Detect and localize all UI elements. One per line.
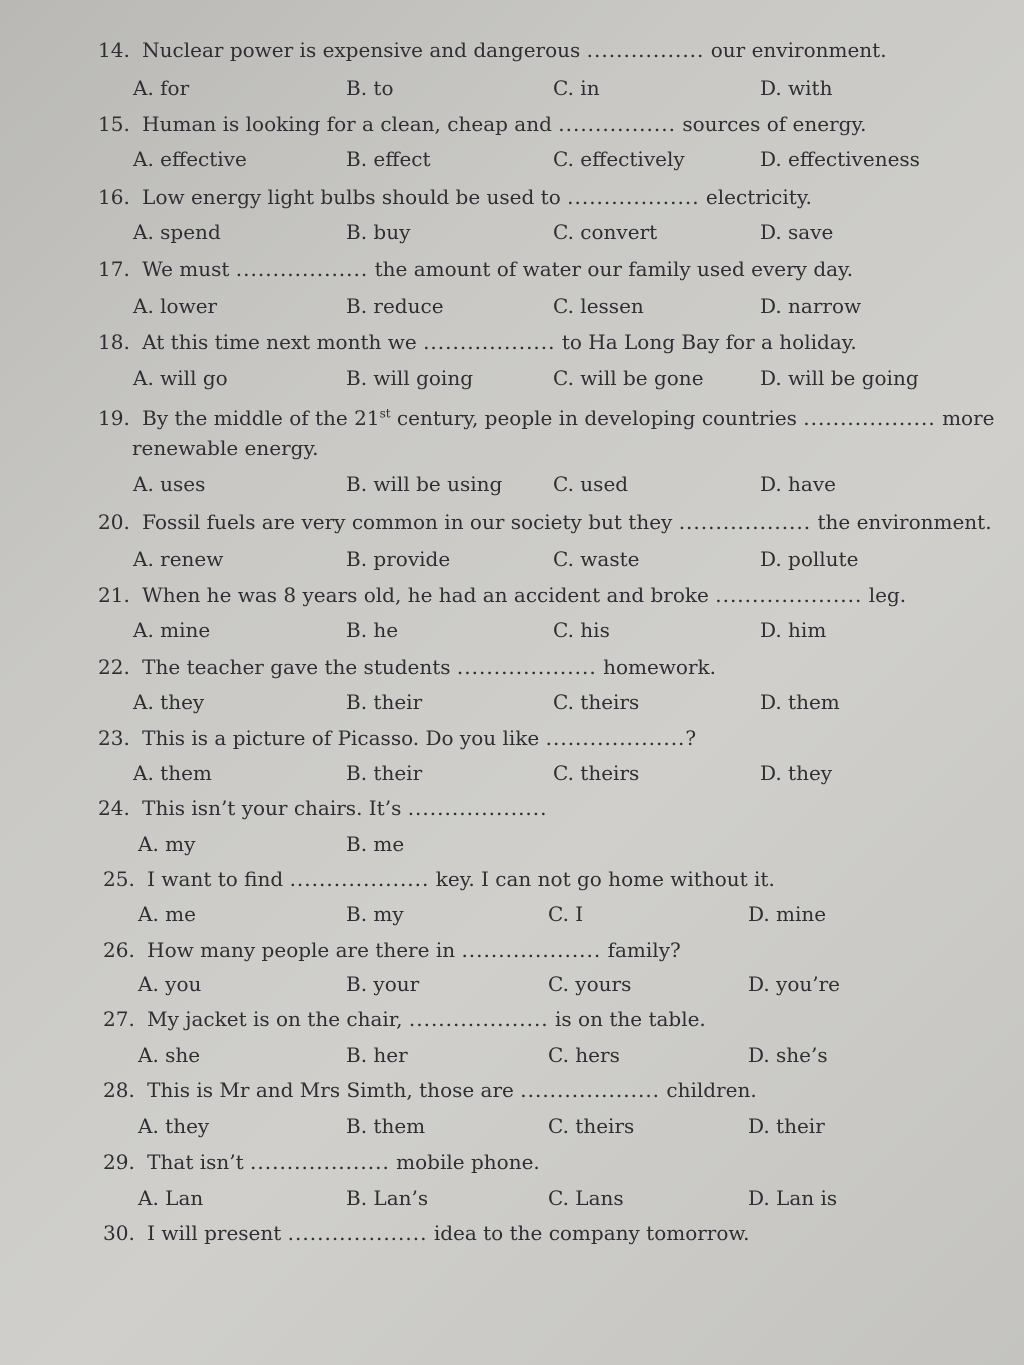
- question-text-after: is on the table.: [555, 1007, 706, 1031]
- question-23: [98, 724, 978, 752]
- options-29: [0, 1184, 1024, 1212]
- option-c: C. yours: [548, 972, 632, 996]
- option-c: C. used: [553, 472, 629, 496]
- question-17: [98, 255, 978, 283]
- option-a: A. they: [138, 1114, 210, 1138]
- question-30: [103, 1219, 983, 1247]
- option-b: B. them: [346, 1114, 426, 1138]
- option-c: C. Lans: [548, 1186, 624, 1210]
- answer-blank: ...................: [456, 655, 597, 679]
- option-b: B. her: [346, 1043, 408, 1067]
- option-a: A. them: [133, 761, 212, 785]
- option-a: A. she: [138, 1043, 201, 1067]
- question-text: I will present: [147, 1221, 282, 1245]
- question-text: My jacket is on the chair,: [147, 1007, 403, 1031]
- option-b: B. will going: [346, 366, 474, 390]
- option-b: B. their: [346, 690, 423, 714]
- question-text-after: ?: [685, 726, 697, 750]
- question-text-after: our environment.: [710, 38, 887, 62]
- option-c: C. lessen: [553, 294, 644, 318]
- answer-blank: ...................: [461, 938, 602, 962]
- option-a: A. my: [138, 832, 196, 856]
- question-16: [98, 183, 978, 211]
- question-text-after: the environment.: [817, 510, 992, 534]
- option-a: A. lower: [133, 294, 218, 318]
- option-a: A. uses: [133, 472, 206, 496]
- question-25: [103, 865, 983, 893]
- question-26: [103, 936, 983, 964]
- options-26: [0, 970, 1024, 998]
- answer-blank: ...................: [250, 1150, 390, 1174]
- option-c: C. I: [548, 902, 584, 926]
- option-a: A. me: [138, 902, 196, 926]
- question-text-after: to Ha Long Bay for a holiday.: [561, 330, 857, 354]
- question-number: 25.: [103, 867, 135, 891]
- question-21: [98, 581, 978, 609]
- answer-blank: ...................: [287, 1221, 428, 1245]
- option-a: A. Lan: [138, 1186, 204, 1210]
- option-a: A. for: [133, 76, 190, 100]
- answer-blank: ..................: [678, 510, 812, 534]
- option-a: A. you: [138, 972, 202, 996]
- question-text: At this time next month we: [142, 330, 417, 354]
- question-text: This is Mr and Mrs Simth, those are: [147, 1078, 514, 1102]
- question-text-after: idea to the company tomorrow.: [433, 1221, 750, 1245]
- option-b: B. their: [346, 761, 423, 785]
- option-d: D. you’re: [748, 972, 841, 996]
- question-text-after: family?: [607, 938, 681, 962]
- question-text-after: more: [942, 406, 995, 430]
- options-27: [0, 1041, 1024, 1069]
- option-c: C. theirs: [553, 690, 640, 714]
- option-b: B. reduce: [346, 294, 444, 318]
- question-number: 22.: [98, 655, 130, 679]
- options-24: [0, 830, 1024, 858]
- options-21: [0, 616, 1024, 644]
- question-text: That isn’t: [147, 1150, 244, 1174]
- answer-blank: ................: [586, 38, 705, 62]
- question-text-after: electricity.: [705, 185, 812, 209]
- option-c: C. theirs: [548, 1114, 635, 1138]
- answer-blank: ...................: [408, 1007, 549, 1031]
- option-c: C. will be gone: [553, 366, 704, 390]
- question-number: 29.: [103, 1150, 135, 1174]
- question-20: [98, 508, 992, 536]
- options-25: [0, 900, 1024, 928]
- option-c: C. hers: [548, 1043, 620, 1067]
- question-14: [98, 36, 978, 64]
- question-text: Nuclear power is expensive and dangerous: [142, 38, 581, 62]
- question-text: We must: [142, 257, 230, 281]
- question-number: 23.: [98, 726, 130, 750]
- option-d: D. will be going: [760, 366, 919, 390]
- option-c: C. theirs: [553, 761, 640, 785]
- option-d: D. him: [760, 618, 827, 642]
- option-b: B. effect: [346, 147, 431, 171]
- question-number: 27.: [103, 1007, 135, 1031]
- answer-blank: ...................: [520, 1078, 661, 1102]
- answer-blank: ...................: [407, 796, 548, 820]
- option-a: A. effective: [133, 147, 247, 171]
- option-d: D. pollute: [760, 547, 859, 571]
- option-d: D. they: [760, 761, 833, 785]
- options-19: [0, 470, 1024, 498]
- question-number: 15.: [98, 112, 130, 136]
- option-b: B. me: [346, 832, 405, 856]
- question-number: 28.: [103, 1078, 135, 1102]
- question-text: Fossil fuels are very common in our society but they: [142, 510, 673, 534]
- option-a: A. mine: [133, 618, 211, 642]
- question-number: 21.: [98, 583, 130, 607]
- question-text: Human is looking for a clean, cheap and: [142, 112, 552, 136]
- question-text: This is a picture of Picasso. Do you like: [142, 726, 540, 750]
- question-28: [103, 1076, 983, 1104]
- option-a: A. will go: [133, 366, 228, 390]
- question-19-line-2: [132, 434, 1012, 462]
- question-text: I want to find: [147, 867, 284, 891]
- answer-blank: ....................: [715, 583, 863, 607]
- option-c: C. waste: [553, 547, 640, 571]
- option-c: C. convert: [553, 220, 658, 244]
- option-b: B. will be using: [346, 472, 503, 496]
- option-b: B. to: [346, 76, 394, 100]
- question-18: [98, 328, 978, 356]
- question-text: By the middle of the 21: [142, 406, 380, 430]
- question-text: This isn’t your chairs. It’s: [142, 796, 402, 820]
- options-23: [0, 759, 1024, 787]
- question-number: 20.: [98, 510, 130, 534]
- question-text-after: leg.: [868, 583, 907, 607]
- question-number: 19.: [98, 406, 130, 430]
- ordinal-suffix: st: [379, 406, 391, 421]
- question-text-after: the amount of water our family used every day.: [374, 257, 854, 281]
- question-text-after: sources of energy.: [682, 112, 867, 136]
- answer-blank: ..................: [235, 257, 369, 281]
- options-16: [0, 218, 1024, 246]
- option-d: D. save: [760, 220, 834, 244]
- question-text-mid: century, people in developing countries: [396, 406, 797, 430]
- option-d: D. have: [760, 472, 836, 496]
- option-d: D. them: [760, 690, 840, 714]
- option-d: D. mine: [748, 902, 827, 926]
- question-number: 17.: [98, 257, 130, 281]
- answer-blank: ..................: [567, 185, 700, 209]
- answer-blank: ..................: [423, 330, 556, 354]
- question-number: 18.: [98, 330, 130, 354]
- option-a: A. renew: [133, 547, 224, 571]
- options-15: [0, 145, 1024, 173]
- option-b: B. your: [346, 972, 420, 996]
- question-text-continued: renewable energy.: [132, 436, 319, 460]
- question-text-after: key. I can not go home without it.: [435, 867, 775, 891]
- options-28: [0, 1112, 1024, 1140]
- option-d: D. their: [748, 1114, 825, 1138]
- options-20: [0, 545, 1024, 573]
- question-text: When he was 8 years old, he had an accident and broke: [142, 583, 709, 607]
- option-b: B. he: [346, 618, 399, 642]
- options-22: [0, 688, 1024, 716]
- question-number: 30.: [103, 1221, 135, 1245]
- question-number: 24.: [98, 796, 130, 820]
- question-text-after: children.: [666, 1078, 757, 1102]
- question-text-after: homework.: [603, 655, 716, 679]
- option-d: D. narrow: [760, 294, 862, 318]
- option-c: C. his: [553, 618, 610, 642]
- option-b: B. provide: [346, 547, 451, 571]
- question-27: [103, 1005, 983, 1033]
- option-c: C. in: [553, 76, 600, 100]
- question-number: 26.: [103, 938, 135, 962]
- question-text-after: mobile phone.: [396, 1150, 540, 1174]
- option-d: D. she’s: [748, 1043, 828, 1067]
- option-b: B. Lan’s: [346, 1186, 429, 1210]
- question-15: [98, 110, 978, 138]
- option-a: A. they: [133, 690, 205, 714]
- option-b: B. my: [346, 902, 404, 926]
- question-29: [103, 1148, 983, 1176]
- question-number: 16.: [98, 185, 130, 209]
- answer-blank: ...................: [545, 726, 686, 750]
- question-22: [98, 653, 978, 681]
- option-d: D. Lan is: [748, 1186, 838, 1210]
- options-14: [0, 74, 1024, 102]
- question-text: How many people are there in: [147, 938, 456, 962]
- option-c: C. effectively: [553, 147, 685, 171]
- question-number: 14.: [98, 38, 130, 62]
- options-17: [0, 292, 1024, 320]
- option-d: D. effectiveness: [760, 147, 920, 171]
- question-19: [98, 404, 995, 432]
- question-24: [98, 794, 978, 822]
- option-d: D. with: [760, 76, 833, 100]
- option-a: A. spend: [133, 220, 221, 244]
- answer-blank: ...................: [289, 867, 430, 891]
- answer-blank: ................: [558, 112, 676, 136]
- option-b: B. buy: [346, 220, 411, 244]
- options-18: [0, 364, 1024, 392]
- question-text: The teacher gave the students: [142, 655, 451, 679]
- question-text: Low energy light bulbs should be used to: [142, 185, 561, 209]
- answer-blank: ..................: [803, 406, 936, 430]
